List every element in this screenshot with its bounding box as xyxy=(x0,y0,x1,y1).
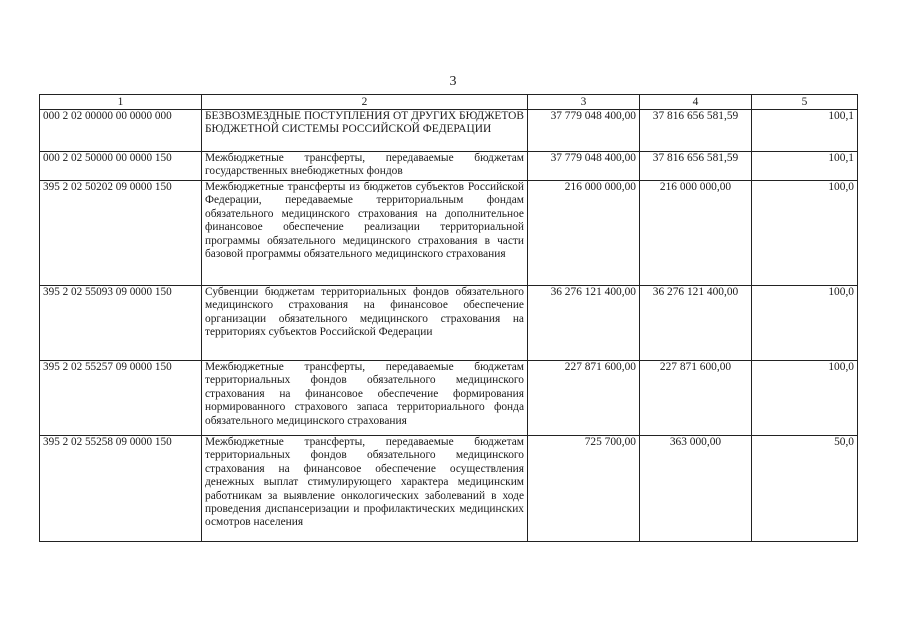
row-plan: 36 276 121 400,00 xyxy=(528,286,640,361)
row-percent: 100,0 xyxy=(752,361,858,436)
row-plan: 37 779 048 400,00 xyxy=(528,110,640,152)
table-row xyxy=(40,286,858,361)
row-name: БЕЗВОЗМЕЗДНЫЕ ПОСТУПЛЕНИЯ ОТ ДРУГИХ БЮДЖЕТОВ БЮДЖЕТНОЙ СИСТЕМЫ РОССИЙСКОЙ ФЕДЕРАЦИИ xyxy=(202,110,528,152)
header-col-4: 4 xyxy=(640,95,752,110)
table-header xyxy=(40,95,858,110)
row-plan: 37 779 048 400,00 xyxy=(528,152,640,181)
row-percent: 100,0 xyxy=(752,181,858,286)
header-col-1: 1 xyxy=(40,95,202,110)
header-col-2: 2 xyxy=(202,95,528,110)
row-percent: 100,0 xyxy=(752,286,858,361)
table-row xyxy=(40,181,858,286)
row-actual: 216 000 000,00 xyxy=(640,181,752,286)
row-name: Межбюджетные трансферты, передаваемые бюджетам территориальных фондов обязательного медицинского страхования на финансовое обеспечение осуществления денежных выплат стимулирующего характера медицинским работникам за выявление онкологических заболеваний в ходе проведения диспансеризации и профилактических медицинских осмотров населения xyxy=(202,436,528,542)
header-col-5: 5 xyxy=(752,95,858,110)
row-code: 000 2 02 50000 00 0000 150 xyxy=(40,152,202,181)
row-percent: 100,1 xyxy=(752,110,858,152)
row-plan: 725 700,00 xyxy=(528,436,640,542)
row-code: 395 2 02 50202 09 0000 150 xyxy=(40,181,202,286)
row-percent: 100,1 xyxy=(752,152,858,181)
row-name: Субвенции бюджетам территориальных фондов обязательного медицинского страхования на финансовое обеспечение организации обязательного медицинского страхования на территориях субъектов Российской Федерации xyxy=(202,286,528,361)
table-row xyxy=(40,436,858,542)
row-name: Межбюджетные трансферты, передаваемые бюджетам государственных внебюджетных фондов xyxy=(202,152,528,181)
row-actual: 363 000,00 xyxy=(640,436,752,542)
row-code: 395 2 02 55257 09 0000 150 xyxy=(40,361,202,436)
row-percent: 50,0 xyxy=(752,436,858,542)
table-row xyxy=(40,361,858,436)
row-name: Межбюджетные трансферты из бюджетов субъектов Российской Федерации, передаваемые территориальным фондам обязательного медицинского страхования на дополнительное финансовое обеспечение реализации территориальной программы обязательного медицинского страхования в части базовой программы обязательного медицинского страхования xyxy=(202,181,528,286)
row-actual: 227 871 600,00 xyxy=(640,361,752,436)
page-number: 3 xyxy=(449,74,457,89)
row-actual: 36 276 121 400,00 xyxy=(640,286,752,361)
row-plan: 227 871 600,00 xyxy=(528,361,640,436)
header-col-3: 3 xyxy=(528,95,640,110)
table-row xyxy=(40,152,858,181)
budget-table xyxy=(39,94,858,542)
row-actual: 37 816 656 581,59 xyxy=(640,152,752,181)
row-plan: 216 000 000,00 xyxy=(528,181,640,286)
row-code: 395 2 02 55258 09 0000 150 xyxy=(40,436,202,542)
row-code: 000 2 02 00000 00 0000 000 xyxy=(40,110,202,152)
row-code: 395 2 02 55093 09 0000 150 xyxy=(40,286,202,361)
row-name: Межбюджетные трансферты, передаваемые бюджетам территориальных фондов обязательного медицинского страхования на финансовое обеспечение формирования нормированного страхового запаса территориального фонда обязательного медицинского страхования xyxy=(202,361,528,436)
table-body xyxy=(40,110,858,542)
header-row xyxy=(40,95,858,110)
table-row xyxy=(40,110,858,152)
row-actual: 37 816 656 581,59 xyxy=(640,110,752,152)
